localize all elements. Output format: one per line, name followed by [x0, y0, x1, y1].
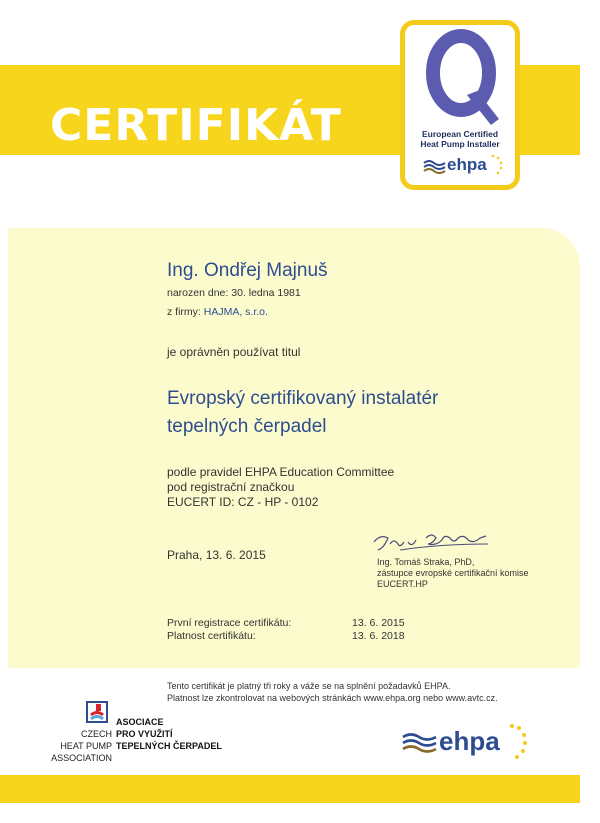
q-letter-icon — [423, 29, 499, 129]
born-label: narozen dne: — [167, 287, 229, 299]
footer-ehpa-logo — [402, 722, 532, 762]
association-logo-icon — [86, 701, 108, 723]
born-value: 30. ledna 1981 — [231, 287, 301, 299]
footer-stars-icon — [506, 722, 528, 762]
awarded-title-line1: Evropský certifikovaný instalatér — [167, 388, 439, 409]
badge-ehpa-text: ehpa — [447, 155, 487, 174]
signatory-block — [377, 557, 529, 590]
stars-icon — [489, 153, 503, 177]
validity-labels — [167, 617, 291, 643]
awarded-title-line2: tepelných čerpadel — [167, 416, 327, 437]
association-heat-pump: HEAT PUMP — [60, 741, 112, 751]
badge-line2: Heat Pump Installer — [420, 139, 500, 149]
association-association: ASSOCIATION — [51, 753, 112, 763]
footer-wave-icon — [402, 732, 438, 754]
born-line — [167, 287, 301, 300]
badge-caption — [405, 129, 515, 149]
footnote — [167, 680, 498, 704]
q-badge — [400, 20, 520, 190]
awarded-title — [167, 385, 438, 441]
footnote-line1: Tento certifikát je platný tři roky a váže se na splnění požadavků EHPA. — [167, 681, 451, 691]
place-date: Praha, 13. 6. 2015 — [167, 548, 266, 562]
bottom-band — [0, 775, 580, 803]
company-line — [167, 306, 268, 319]
signatory-org: EUCERT.HP — [377, 579, 428, 589]
footer-ehpa-text: ehpa — [439, 726, 500, 756]
association-right-text — [116, 716, 222, 752]
company-value: HAJMA, s.r.o. — [203, 306, 268, 318]
association-left-text — [40, 728, 112, 764]
badge-line1: European Certified — [421, 129, 499, 139]
rules-line2: pod registrační značkou — [167, 480, 295, 494]
first-registration-label: První registrace certifikátu: — [167, 617, 292, 629]
footnote-line2: Platnost lze zkontrolovat na webových stránkách www.ehpa.org nebo www.avtc.cz. — [167, 693, 498, 703]
validity-label: Platnost certifikátu: — [167, 630, 256, 642]
company-label: z firmy: — [167, 306, 201, 318]
association-czech: CZECH — [81, 729, 112, 739]
association-pro-vyuziti: PRO VYUŽITÍ — [116, 729, 173, 739]
validity-values — [352, 617, 405, 643]
signatory-name: Ing. Tomáš Straka, PhD, — [377, 557, 475, 567]
badge-ehpa-logo — [423, 153, 503, 183]
holder-name: Ing. Ondřej Majnuš — [167, 260, 328, 281]
rules-line1: podle pravidel EHPA Education Committee — [167, 465, 395, 479]
eucert-id: EUCERT ID: CZ - HP - 0102 — [167, 495, 319, 509]
entitled-text: je oprávněn používat titul — [167, 345, 301, 359]
validity-value: 13. 6. 2018 — [352, 630, 405, 642]
first-registration-value: 13. 6. 2015 — [352, 617, 405, 629]
association-asociace: ASOCIACE — [116, 717, 164, 727]
wave-icon — [423, 159, 447, 175]
signature-icon — [370, 528, 510, 556]
signatory-role: zástupce evropské certifikační komise — [377, 568, 529, 578]
rules-block — [167, 465, 394, 510]
association-tepelnych: TEPELNÝCH ČERPADEL — [116, 741, 222, 751]
certificate-title: CERTIFIKÁT — [50, 100, 342, 151]
